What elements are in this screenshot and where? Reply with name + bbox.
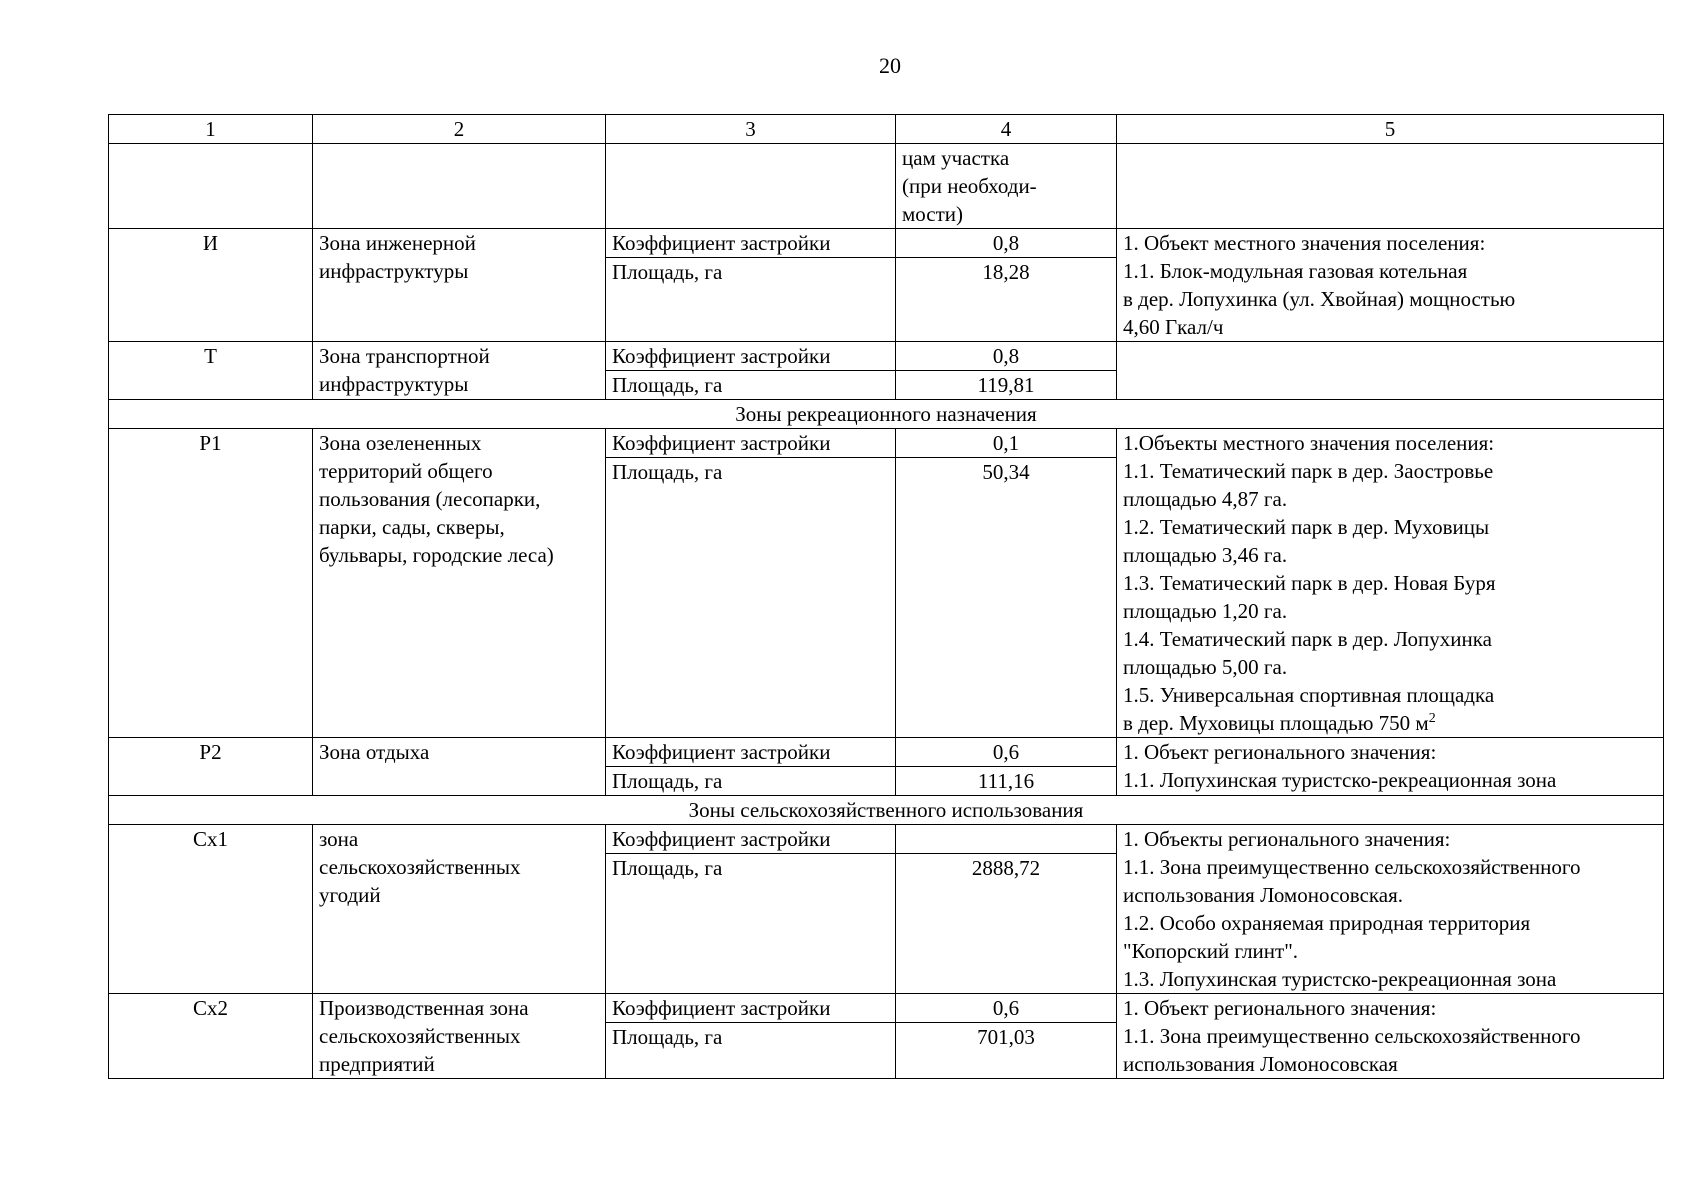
param-label: Коэффициент застройки: [606, 738, 896, 767]
cell-text: пользования (лесопарки,: [319, 487, 541, 511]
cell-text: инфраструктуры: [319, 259, 469, 283]
param-value: 0,1: [896, 429, 1117, 458]
param-value: 119,81: [896, 371, 1117, 400]
header-cell: 4: [896, 115, 1117, 144]
table-cell: [1117, 144, 1664, 229]
cell-text: зона: [319, 827, 359, 851]
zone-name: [313, 825, 606, 994]
cell-text: Производственная зона: [319, 996, 529, 1020]
param-label: Коэффициент застройки: [606, 229, 896, 258]
zone-code: И: [109, 229, 313, 342]
zone-objects: [1117, 994, 1664, 1079]
zone-name: [313, 994, 606, 1079]
param-value: 111,16: [896, 767, 1117, 796]
table-row: [109, 429, 1664, 458]
cell-text: инфраструктуры: [319, 372, 469, 396]
cell-text: мости): [902, 202, 964, 226]
cell-text: [1123, 709, 1657, 737]
cell-text: Зона озелененных: [319, 431, 482, 455]
param-label: Коэффициент застройки: [606, 342, 896, 371]
zone-name: [313, 229, 606, 342]
cell-text: 1.3. Лопухинская туристско-рекреационная зона: [1123, 967, 1557, 991]
cell-text: (при необходи-: [902, 174, 1037, 198]
table-row: [109, 994, 1664, 1023]
zone-objects: [1117, 229, 1664, 342]
zone-objects: [1117, 738, 1664, 796]
param-label: Площадь, га: [606, 258, 896, 342]
section-title: Зоны рекреационного назначения: [109, 400, 1664, 429]
param-label: Коэффициент застройки: [606, 825, 896, 854]
cell-text: Зона отдыха: [319, 740, 430, 764]
cell-text: 1. Объекты регионального значения:: [1123, 827, 1451, 851]
table-row: [109, 229, 1664, 258]
cell-text: парки, сады, скверы,: [319, 515, 505, 539]
cell-text: 1. Объект местного значения поселения:: [1123, 231, 1486, 255]
zone-objects: [1117, 825, 1664, 994]
cell-text: 1. Объект регионального значения:: [1123, 996, 1437, 1020]
cell-text: использования Ломоносовская.: [1123, 883, 1404, 907]
cell-text: угодий: [319, 883, 381, 907]
cell-text: использования Ломоносовская: [1123, 1052, 1398, 1076]
table-header-row: [109, 115, 1664, 144]
section-title: Зоны сельскохозяйственного использования: [109, 796, 1664, 825]
cell-text: бульвары, городские леса): [319, 543, 554, 567]
param-label: Коэффициент застройки: [606, 994, 896, 1023]
cell-text: 1.1. Блок-модульная газовая котельная: [1123, 259, 1468, 283]
header-cell: 5: [1117, 115, 1664, 144]
cell-text: "Копорский глинт".: [1123, 939, 1299, 963]
cell-text: 1.1. Тематический парк в дер. Заостровье: [1123, 459, 1494, 483]
param-value: 0,8: [896, 229, 1117, 258]
param-label: Площадь, га: [606, 1023, 896, 1079]
table-cell: [109, 144, 313, 229]
param-label: Площадь, га: [606, 371, 896, 400]
param-label: Площадь, га: [606, 458, 896, 738]
cell-text: предприятий: [319, 1052, 435, 1076]
table-row: [109, 342, 1664, 371]
cell-text: Зона транспортной: [319, 344, 490, 368]
table-cell: [313, 144, 606, 229]
table-row: [109, 825, 1664, 854]
header-cell: 1: [109, 115, 313, 144]
table-cell: [896, 144, 1117, 229]
section-row: [109, 400, 1664, 429]
cell-text: 1.2. Тематический парк в дер. Муховицы: [1123, 515, 1490, 539]
param-value: [896, 825, 1117, 854]
cell-text: площадью 1,20 га.: [1123, 599, 1288, 623]
cell-text: 1.5. Универсальная спортивная площадка: [1123, 683, 1495, 707]
cell-text-part: в дер. Муховицы площадью 750 м: [1123, 711, 1429, 735]
cell-text: площадью 5,00 га.: [1123, 655, 1288, 679]
superscript: 2: [1428, 711, 1436, 726]
cell-text: 1.4. Тематический парк в дер. Лопухинка: [1123, 627, 1492, 651]
cell-text: 1.1. Лопухинская туристско-рекреационная зона: [1123, 768, 1557, 792]
page-number: 20: [879, 53, 901, 78]
param-value: 2888,72: [896, 854, 1117, 994]
param-value: 0,6: [896, 738, 1117, 767]
zone-name: [313, 342, 606, 400]
param-label: Коэффициент застройки: [606, 429, 896, 458]
param-value: 50,34: [896, 458, 1117, 738]
table-cell: [606, 144, 896, 229]
cell-text: в дер. Лопухинка (ул. Хвойная) мощностью: [1123, 287, 1516, 311]
header-cell: 2: [313, 115, 606, 144]
zone-code: Р2: [109, 738, 313, 796]
zone-code: Сх2: [109, 994, 313, 1079]
param-value: 0,6: [896, 994, 1117, 1023]
cell-text: сельскохозяйственных: [319, 855, 521, 879]
cell-text: 1. Объект регионального значения:: [1123, 740, 1437, 764]
zone-code: Т: [109, 342, 313, 400]
param-label: Площадь, га: [606, 767, 896, 796]
cell-text: площадью 4,87 га.: [1123, 487, 1288, 511]
cell-text: 1.Объекты местного значения поселения:: [1123, 431, 1495, 455]
cell-text: сельскохозяйственных: [319, 1024, 521, 1048]
cell-text: 1.1. Зона преимущественно сельскохозяйственного: [1123, 855, 1581, 879]
param-value: 0,8: [896, 342, 1117, 371]
zone-name: [313, 738, 606, 796]
cell-text: 1.1. Зона преимущественно сельскохозяйственного: [1123, 1024, 1581, 1048]
param-label: Площадь, га: [606, 854, 896, 994]
cell-text: Зона инженерной: [319, 231, 476, 255]
param-value: 18,28: [896, 258, 1117, 342]
cell-text: площадью 3,46 га.: [1123, 543, 1288, 567]
zone-code: Сх1: [109, 825, 313, 994]
zone-objects: [1117, 342, 1664, 400]
cell-text: 1.2. Особо охраняемая природная территория: [1123, 911, 1531, 935]
cell-text: 4,60 Гкал/ч: [1123, 315, 1224, 339]
section-row: [109, 796, 1664, 825]
zone-code: Р1: [109, 429, 313, 738]
cell-text: цам участка: [902, 146, 1010, 170]
table-row: [109, 144, 1664, 229]
zones-table: [108, 114, 1664, 1079]
zone-objects: [1117, 429, 1664, 738]
cell-text: территорий общего: [319, 459, 493, 483]
table-row: [109, 738, 1664, 767]
header-cell: 3: [606, 115, 896, 144]
cell-text: 1.3. Тематический парк в дер. Новая Буря: [1123, 571, 1496, 595]
zone-name: [313, 429, 606, 738]
param-value: 701,03: [896, 1023, 1117, 1079]
